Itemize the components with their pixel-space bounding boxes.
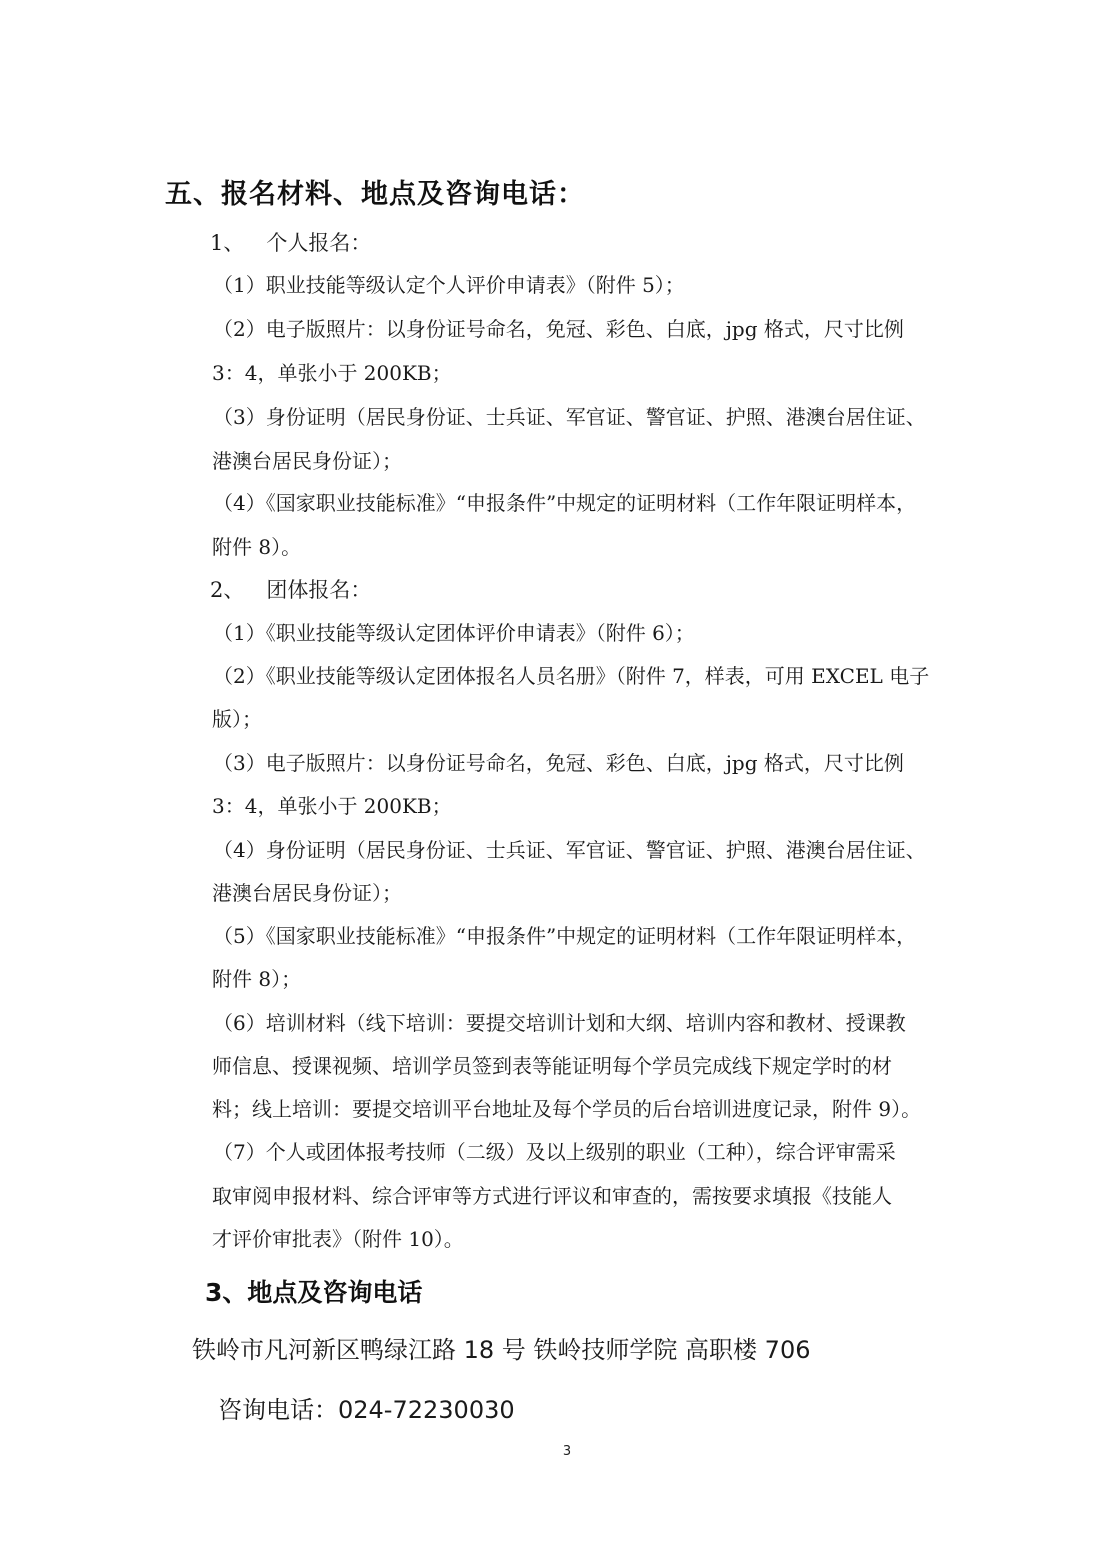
- group-item-4: （4）身份证明（居民身份证、士兵证、军官证、警官证、护照、港澳台居住证、: [213, 838, 926, 862]
- group-heading-number: 2、: [210, 578, 245, 602]
- individual-item-3: （3）身份证明（居民身份证、士兵证、军官证、警官证、护照、港澳台居住证、: [213, 405, 926, 429]
- group-item-4-cont: 港澳台居民身份证）；: [212, 881, 402, 905]
- individual-item-4-cont: 附件 8）。: [212, 535, 302, 559]
- group-item-7-cont-1: 取审阅申报材料、综合评审等方式进行评议和审查的，需按要求填报《技能人: [212, 1184, 892, 1208]
- group-item-5-cont: 附件 8）；: [212, 967, 302, 991]
- group-heading: [210, 576, 371, 604]
- group-heading-title: 团体报名：: [266, 578, 372, 602]
- section-title: 五、报名材料、地点及咨询电话：: [165, 179, 585, 210]
- address: 铁岭市凡河新区鸭绿江路 18 号 铁岭技师学院 高职楼 706: [192, 1336, 811, 1364]
- group-item-6: （6）培训材料（线下培训：要提交培训计划和大纲、培训内容和教材、授课教: [213, 1011, 906, 1035]
- group-item-2: （2）《职业技能等级认定团体报名人员名册》（附件 7，样表，可用 EXCEL 电子: [213, 664, 930, 688]
- individual-item-4: （4）《国家职业技能标准》“申报条件”中规定的证明材料（工作年限证明样本，: [213, 491, 917, 515]
- group-item-6-cont-1: 师信息、授课视频、培训学员签到表等能证明每个学员完成线下规定学时的材: [212, 1054, 892, 1078]
- individual-heading-number: 1、: [210, 231, 245, 255]
- location-heading: 3、地点及咨询电话: [205, 1278, 423, 1307]
- group-item-2-cont: 版）；: [212, 707, 262, 731]
- group-item-5: （5）《国家职业技能标准》“申报条件”中规定的证明材料（工作年限证明样本，: [213, 924, 917, 948]
- group-item-7-cont-2: 才评价审批表》（附件 10）。: [212, 1227, 464, 1251]
- group-item-1: （1）《职业技能等级认定团体评价申请表》（附件 6）；: [213, 621, 695, 645]
- group-item-6-cont-2: 料；线上培训：要提交培训平台地址及每个学员的后台培训进度记录，附件 9）。: [212, 1097, 922, 1121]
- individual-item-3-cont: 港澳台居民身份证）；: [212, 449, 402, 473]
- consult-phone: 咨询电话：024-72230030: [218, 1396, 515, 1424]
- page-number: 3: [562, 1444, 572, 1459]
- individual-heading-title: 个人报名：: [266, 231, 372, 255]
- group-item-3: （3）电子版照片：以身份证号命名，免冠、彩色、白底，jpg 格式，尺寸比例: [213, 751, 904, 775]
- individual-heading: [210, 229, 371, 257]
- group-item-3-cont: 3：4，单张小于 200KB；: [212, 794, 452, 818]
- individual-item-2-cont: 3：4，单张小于 200KB；: [212, 361, 452, 385]
- individual-item-1: （1）职业技能等级认定个人评价申请表》（附件 5）；: [213, 273, 685, 297]
- group-item-7: （7）个人或团体报考技师（二级）及以上级别的职业（工种），综合评审需采: [213, 1140, 896, 1164]
- individual-item-2: （2）电子版照片：以身份证号命名，免冠、彩色、白底，jpg 格式，尺寸比例: [213, 317, 904, 341]
